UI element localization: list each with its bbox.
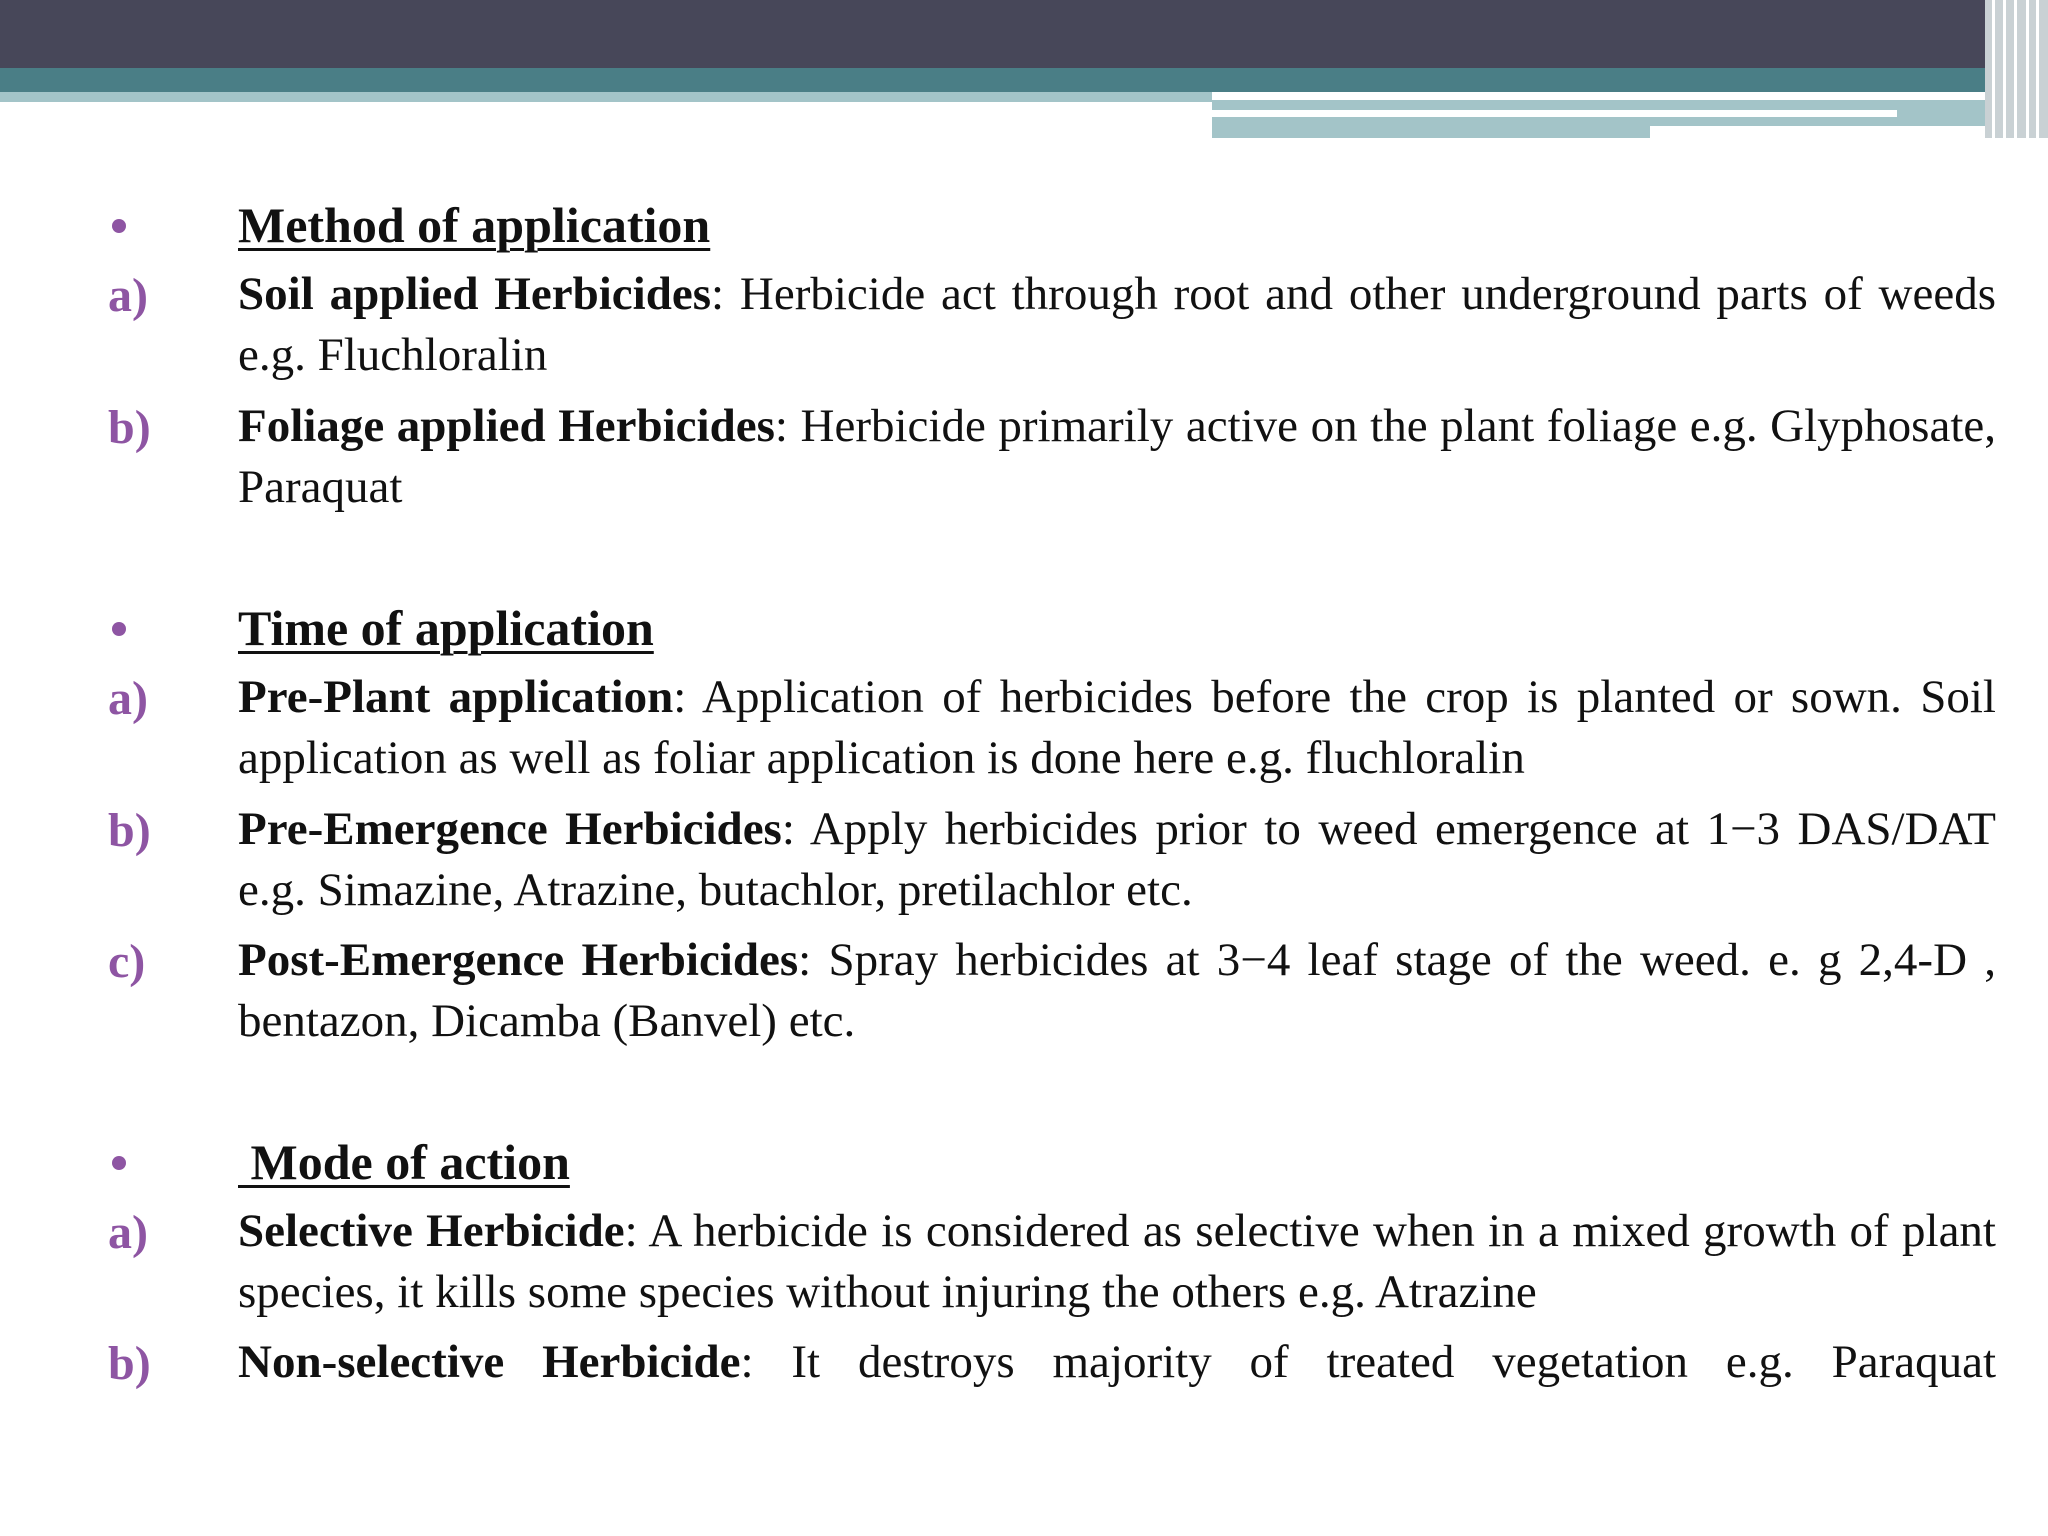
item-term: Non-selective Herbicide	[238, 1336, 741, 1388]
item-term: Selective Herbicide	[238, 1205, 625, 1257]
item-term: Foliage applied Herbicides	[238, 400, 775, 452]
item-separator: :	[740, 1336, 792, 1388]
section-heading: Mode of action	[238, 1134, 570, 1190]
item-term: Pre-Plant application	[238, 671, 674, 723]
bullet-icon	[112, 1156, 126, 1170]
bullet-icon	[112, 622, 126, 636]
list-item	[238, 799, 1996, 921]
item-marker: a)	[108, 1206, 148, 1259]
item-separator: :	[798, 934, 829, 986]
item-text: Application of herbicides before the crop is planted or sown. Soil application as well as foliar application is done here e.g. fluchloralin	[238, 671, 1996, 784]
item-text: Herbicide act through root and other underground parts of weeds e.g. Fluchloralin	[238, 268, 1997, 381]
section-heading: Time of application	[238, 600, 654, 656]
item-separator: :	[774, 400, 801, 452]
item-separator: :	[673, 671, 703, 723]
item-separator: :	[781, 803, 810, 855]
item-separator: :	[711, 268, 740, 320]
item-marker: b)	[108, 804, 151, 857]
list-item	[238, 930, 1996, 1052]
item-marker: b)	[108, 401, 151, 454]
item-text: A herbicide is considered as selective when in a mixed growth of plant species, it kills some species without injuring the others e.g. Atrazine	[238, 1205, 1996, 1318]
item-text: Herbicide primarily active on the plant foliage e.g. Glyphosate, Paraquat	[238, 400, 1996, 513]
list-item	[238, 667, 1996, 789]
item-text: Apply herbicides prior to weed emergence at 1−3 DAS/DAT e.g. Simazine, Atrazine, butachlor, pretilachlor etc.	[238, 803, 1996, 916]
list-item	[238, 396, 1996, 518]
item-text: It destroys majority of treated vegetation e.g. Paraquat	[791, 1336, 1997, 1388]
item-text: Spray herbicides at 3−4 leaf stage of the weed. e. g 2,4-D , bentazon, Dicamba (Banvel) etc.	[238, 934, 1996, 1047]
item-marker: a)	[108, 672, 148, 725]
item-term: Pre-Emergence Herbicides	[238, 803, 782, 855]
item-term: Soil applied Herbicides	[238, 268, 711, 320]
list-item	[238, 1332, 1996, 1393]
list-item	[238, 264, 1996, 386]
item-marker: a)	[108, 269, 148, 322]
item-marker: b)	[108, 1337, 151, 1390]
item-separator: :	[624, 1205, 649, 1257]
item-term: Post-Emergence Herbicides	[238, 934, 799, 986]
bullet-icon	[112, 219, 126, 233]
item-marker: c)	[108, 935, 146, 988]
section-heading: Method of application	[238, 197, 711, 253]
list-item	[238, 1201, 1996, 1323]
